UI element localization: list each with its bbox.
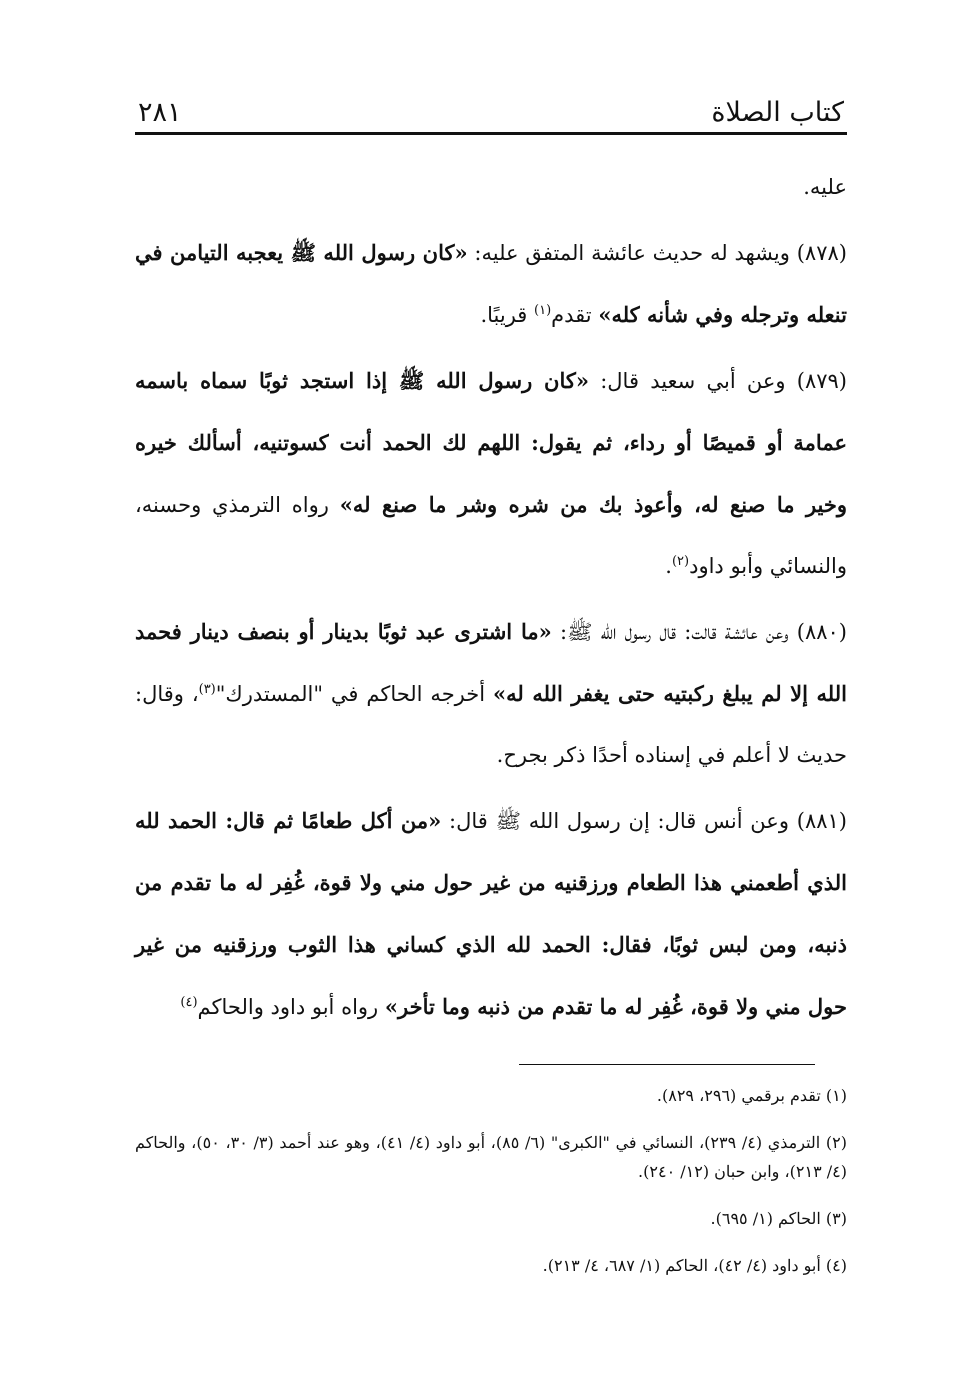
- running-header: [135, 82, 847, 132]
- hadith-lead: وعن عائشة قالت: قال رسول الله ﷺ:: [560, 620, 789, 644]
- footnote-ref[interactable]: (٣): [198, 682, 216, 697]
- book-page: [135, 82, 847, 1298]
- main-text: [135, 157, 847, 1038]
- hadith-source-end: .: [665, 554, 672, 578]
- hadith-quote: «كان رسول الله ﷺ إذا استجد ثوبًا سماه باسمه عمامة أو قميصًا أو رداء، ثم يقول: اللهم لك الحمد أنت كسوتنيه، أسألك خيره وخير ما صنع له، وأعوذ بك من شره وشر ما صنع له»: [135, 368, 847, 517]
- footnotes: [135, 1081, 847, 1280]
- chapter-title: كتاب الصلاة: [711, 97, 844, 128]
- hadith-source-end: قريبًا.: [480, 303, 528, 327]
- hadith-lead: وعن أنس قال: إن رسول الله ﷺ قال:: [449, 809, 789, 833]
- hadith-source-end: ، وقال: حديث لا أعلم في إسناده أحدًا ذكر بجرح.: [135, 682, 847, 767]
- hadith-number: (٨٧٩): [796, 369, 847, 393]
- hadith-source: رواه أبو داود والحاكم: [197, 995, 379, 1019]
- hadith-source: تقدم: [551, 303, 592, 327]
- hadith-quote: «كان رسول الله ﷺ يعجبه التيامن في تنعله وترجله وفي شأنه كله»: [135, 240, 847, 327]
- footnote-3: (٣) الحاكم (١/ ٦٩٥).: [710, 1209, 847, 1228]
- hadith-lead: وعن أبي سعيد قال:: [600, 369, 786, 393]
- footnote-4: (٤) أبو داود (٤/ ٤٢)، الحاكم (١/ ٦٨٧، ٤/ ٢١٣).: [542, 1256, 847, 1275]
- hadith-number: (٨٨٠): [796, 620, 847, 644]
- paragraph-text: عليه.: [803, 175, 847, 199]
- footnote-ref[interactable]: (٢): [671, 554, 690, 569]
- hadith-source: أخرجه الحاكم في "المستدرك": [215, 682, 486, 706]
- footnote-ref[interactable]: (٤): [180, 995, 198, 1010]
- hadith-number: (٨٧٨): [796, 241, 847, 265]
- page-number: ٢٨١: [138, 97, 182, 128]
- hadith-quote: «ما اشترى عبد ثوبًا بدينار أو بنصف دينار فحمد الله إلا لم يبلغ ركبتيه حتى يغفر الله له»: [135, 619, 847, 706]
- footnote-2: (٢) الترمذي (٤/ ٢٣٩)، النسائي في "الكبرى" (٦/ ٨٥)، أبو داود (٤/ ٤١)، وهو عند أحمد (٣/ ٣٠، ٥٠)، والحاكم (٤/ ٢١٣)، وابن حبان (١٢/ ٢٤٠).: [135, 1133, 847, 1181]
- hadith-source: رواه الترمذي وحسنه، والنسائي وأبو داود: [135, 493, 847, 578]
- paragraph-continuation: [135, 157, 847, 218]
- footnote-ref[interactable]: (١): [534, 303, 552, 318]
- hadith-lead: ويشهد له حديث عائشة المتفق عليه:: [474, 241, 790, 265]
- hadith-number: (٨٨١): [796, 809, 847, 833]
- hadith-878: [135, 222, 847, 346]
- hadith-880: [135, 601, 847, 786]
- hadith-quote: «من أكل طعامًا ثم قال: الحمد لله الذي أطعمني هذا الطعام ورزقنيه من غير حول مني ولا قوة، غُفِر له ما تقدم من ذنبه، ومن لبس ثوبًا، فقال: الحمد لله الذي كساني هذا الثوب ورزقنيه من غير حول مني ولا قوة، غُفِر له ما تقدم من ذنبه وما تأخر»: [135, 808, 847, 1019]
- footnote-divider: [519, 1064, 815, 1065]
- footnote-1: (١) تقدم برقمي (٢٩٦، ٨٢٩).: [656, 1086, 847, 1105]
- hadith-881: [135, 790, 847, 1038]
- header-divider: [135, 132, 847, 135]
- hadith-879: [135, 350, 847, 597]
